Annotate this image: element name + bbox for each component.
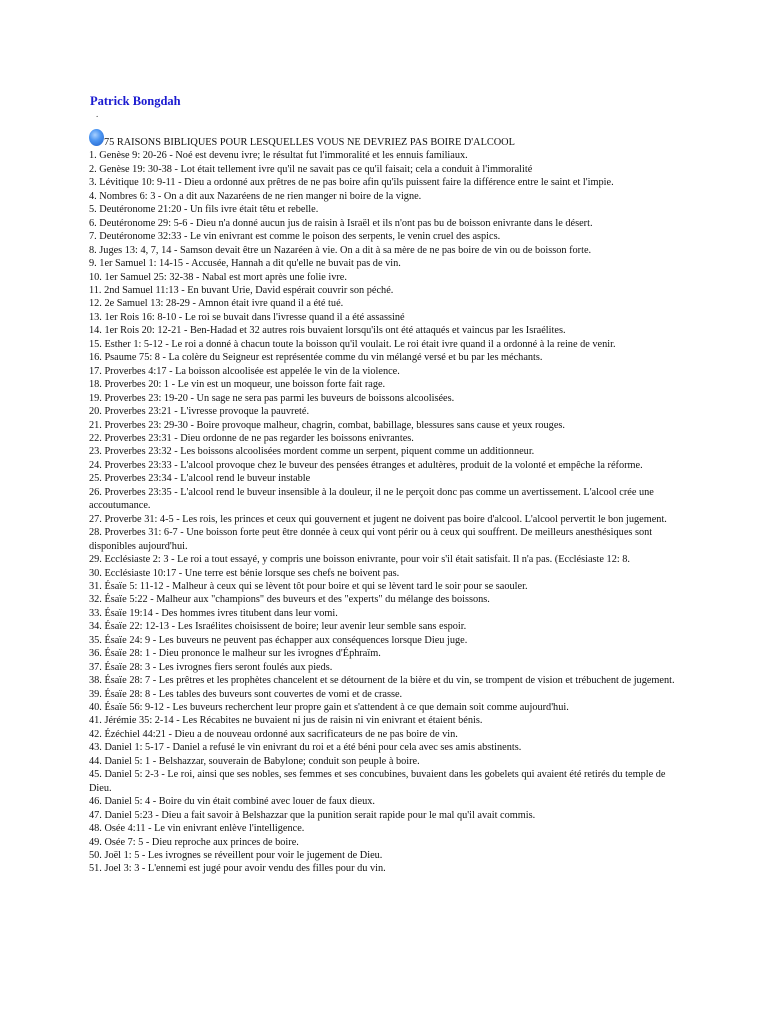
list-item: 48. Osée 4:11 - Le vin enivrant enlève l'intelligence.	[89, 823, 305, 835]
list-item: 29. Ecclésiaste 2: 3 - Le roi a tout essayé, y compris une boisson enivrante, pour voir s'il était satisfait. Il n'a pas. (Ecclésiaste 12: 8.	[89, 554, 631, 566]
list-item: 21. Proverbes 23: 29-30 - Boire provoque malheur, chagrin, combat, babillage, blessures sans cause et yeux rouges.	[89, 419, 565, 431]
list-item: 14. 1er Rois 20: 12-21 - Ben-Hadad et 32 autres rois buvaient lorsqu'ils ont été attaqués et vaincus par les Israélites.	[89, 325, 566, 337]
list-item: 43. Daniel 1: 5-17 - Daniel a refusé le vin enivrant du roi et a été béni pour cela avec ses amis abstinents.	[89, 742, 522, 754]
reasons-list	[89, 149, 685, 875]
separator-dot: .	[96, 109, 99, 119]
list-item: 23. Proverbes 23:32 - Les boissons alcoolisées mordent comme un serpent, piquent comme un additionneur.	[89, 446, 535, 458]
list-item: 27. Proverbe 31: 4-5 - Les rois, les princes et ceux qui gouvernent et jugent ne doivent pas boire d'alcool. L'alcool pervertit le bon jugement.	[89, 513, 667, 525]
list-item: 44. Daniel 5: 1 - Belshazzar, souverain de Babylone; conduit son peuple à boire.	[89, 755, 420, 767]
list-item: 20. Proverbes 23:21 - L'ivresse provoque la pauvreté.	[89, 406, 310, 418]
list-item: 34. Ésaïe 22: 12-13 - Les Israélites choisissent de boire; leur avenir leur semble sans espoir.	[89, 621, 467, 633]
list-item: 4. Nombres 6: 3 - On a dit aux Nazaréens de ne rien manger ni boire de la vigne.	[89, 190, 422, 202]
list-item: 46. Daniel 5: 4 - Boire du vin était combiné avec louer de faux dieux.	[89, 796, 375, 808]
list-item: 50. Joël 1: 5 - Les ivrognes se réveillent pour voir le jugement de Dieu.	[89, 850, 383, 862]
document-heading	[89, 136, 685, 149]
list-item: 37. Ésaïe 28: 3 - Les ivrognes fiers seront foulés aux pieds.	[89, 661, 333, 673]
list-item: 26. Proverbes 23:35 - L'alcool rend le buveur insensible à la douleur, il ne le perçoit donc pas comme un avertissement. L'alcool crée une accoutumance.	[89, 486, 654, 512]
list-item: 38. Ésaïe 28: 7 - Les prêtres et les prophètes chancelent et se détournent de la bière et du vin, se trompent de vision et trébuchent de jugement.	[89, 675, 675, 687]
list-item: 47. Daniel 5:23 - Dieu a fait savoir à Belshazzar que la punition serait rapide pour le mal qu'il avait commis.	[89, 809, 536, 821]
list-item: 1. Genèse 9: 20-26 - Noé est devenu ivre; le résultat fut l'immoralité et les ennuis familiaux.	[89, 150, 468, 162]
list-item: 3. Lévitique 10: 9-11 - Dieu a ordonné aux prêtres de ne pas boire afin qu'ils puissent faire la différence entre le saint et l'impie.	[89, 177, 614, 189]
list-item: 45. Daniel 5: 2-3 - Le roi, ainsi que ses nobles, ses femmes et ses concubines, buvaient dans les gobelets qui avaient été retirés du temple de Dieu.	[89, 769, 666, 794]
list-item: 30. Ecclésiaste 10:17 - Une terre est bénie lorsque ses chefs ne boivent pas.	[89, 567, 400, 579]
list-item: 12. 2e Samuel 13: 28-29 - Amnon était ivre quand il a été tué.	[89, 298, 344, 310]
list-item: 8. Juges 13: 4, 7, 14 - Samson devait être un Nazaréen à vie. On a dit à sa mère de ne pas boire de vin ou de boisson forte.	[89, 244, 592, 256]
list-item: 11. 2nd Samuel 11:13 - En buvant Urie, David espérait couvrir son péché.	[89, 284, 394, 296]
list-item: 39. Ésaïe 28: 8 - Les tables des buveurs sont couvertes de vomi et de crasse.	[89, 688, 403, 700]
list-item: 13. 1er Rois 16: 8-10 - Le roi se buvait dans l'ivresse quand il a été assassiné	[89, 311, 405, 323]
list-item: 15. Esther 1: 5-12 - Le roi a donné à chacun toute la boisson qu'il voulait. Le roi était ivre quand il a ordonné à la reine de venir.	[89, 338, 616, 350]
list-item: 7. Deutéronome 32:33 - Le vin enivrant est comme le poison des serpents, le venin cruel des aspics.	[89, 231, 501, 243]
list-item: 22. Proverbes 23:31 - Dieu ordonne de ne pas regarder les boissons enivrantes.	[89, 432, 414, 444]
list-item: 10. 1er Samuel 25: 32-38 - Nabal est mort après une folie ivre.	[89, 271, 347, 283]
list-item: 5. Deutéronome 21:20 - Un fils ivre était têtu et rebelle.	[89, 204, 319, 216]
list-item: 51. Joel 3: 3 - L'ennemi est jugé pour avoir vendu des filles pour du vin.	[89, 863, 386, 875]
list-item: 24. Proverbes 23:33 - L'alcool provoque chez le buveur des pensées étranges et adultères, produit de la volonté et empêche la réforme.	[89, 459, 643, 471]
list-item: 32. Ésaïe 5:22 - Malheur aux "champions" des buveurs et des "experts" du mélange des boissons.	[89, 594, 490, 606]
list-item: 25. Proverbes 23:34 - L'alcool rend le buveur instable	[89, 473, 311, 485]
list-item: 2. Genèse 19: 30-38 - Lot était tellement ivre qu'il ne savait pas ce qu'il faisait; cela a conduit à l'immoralité	[89, 163, 533, 175]
list-item: 49. Osée 7: 5 - Dieu reproche aux princes de boire.	[89, 836, 299, 848]
blue-bubble-icon	[89, 129, 104, 146]
list-item: 33. Ésaïe 19:14 - Des hommes ivres titubent dans leur vomi.	[89, 607, 338, 619]
list-item: 16. Psaume 75: 8 - La colère du Seigneur est représentée comme du vin mélangé versé et bu par les méchants.	[89, 352, 543, 364]
list-item: 6. Deutéronome 29: 5-6 - Dieu n'a donné aucun jus de raisin à Israël et ils n'ont pas bu de boisson enivrante dans le désert.	[89, 217, 593, 229]
list-item: 40. Ésaïe 56: 9-12 - Les buveurs recherchent leur propre gain et s'attendent à ce que demain soit comme aujourd'hui.	[89, 702, 569, 714]
list-item: 35. Ésaïe 24: 9 - Les buveurs ne peuvent pas échapper aux conséquences lorsque Dieu juge.	[89, 634, 468, 646]
document-body	[89, 136, 685, 876]
list-item: 18. Proverbes 20: 1 - Le vin est un moqueur, une boisson forte fait rage.	[89, 379, 386, 391]
list-item: 9. 1er Samuel 1: 14-15 - Accusée, Hannah a dit qu'elle ne buvait pas de vin.	[89, 258, 401, 270]
list-item: 36. Ésaïe 28: 1 - Dieu prononce le malheur sur les ivrognes d'Éphraïm.	[89, 648, 381, 660]
list-item: 19. Proverbes 23: 19-20 - Un sage ne sera pas parmi les buveurs de boissons alcoolisées.	[89, 392, 455, 404]
list-item: 28. Proverbes 31: 6-7 - Une boisson forte peut être donnée à ceux qui vont périr ou à ceux qui souffrent. De meilleurs anesthésiques sont disponibles aujourd'hui.	[89, 527, 653, 552]
list-item: 41. Jérémie 35: 2-14 - Les Récabites ne buvaient ni jus de raisin ni vin enivrant et étaient bénis.	[89, 715, 483, 727]
list-item: 31. Ésaïe 5: 11-12 - Malheur à ceux qui se lèvent tôt pour boire et qui se lèvent tard le soir pour se saouler.	[89, 580, 528, 592]
heading-text: 75 RAISONS BIBLIQUES POUR LESQUELLES VOUS NE DEVRIEZ PAS BOIRE D'ALCOOL	[104, 137, 515, 148]
author-name: Patrick Bongdah	[90, 94, 181, 108]
list-item: 42. Ézéchiel 44:21 - Dieu a de nouveau ordonné aux sacrificateurs de ne pas boire de vin.	[89, 728, 458, 740]
list-item: 17. Proverbes 4:17 - La boisson alcoolisée est appelée le vin de la violence.	[89, 365, 400, 377]
